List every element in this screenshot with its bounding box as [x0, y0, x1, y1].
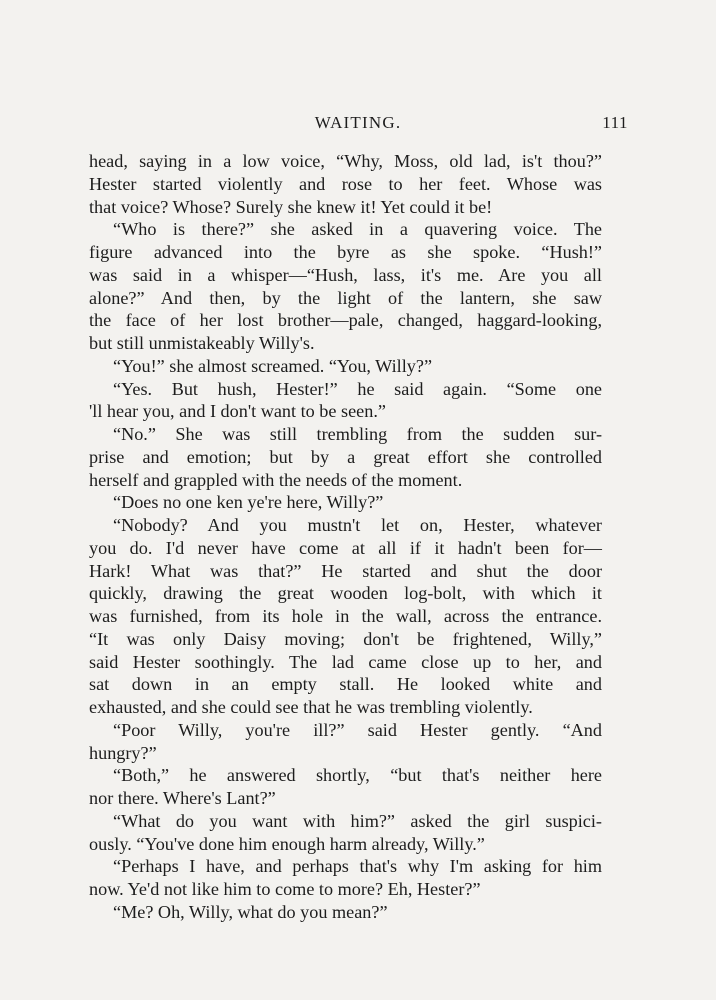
text-line: head, saying in a low voice, “Why, Moss, old lad, is't thou?” [89, 151, 602, 171]
text-line: “No.” She was still trembling from the sudden sur- [113, 424, 602, 444]
text-line: Hark! What was that?” He started and shut the door [89, 560, 602, 581]
text-line: “Nobody? And you mustn't let on, Hester, whatever [113, 515, 602, 535]
text-line: 'll hear you, and I don't want to be seen.” [89, 401, 386, 422]
text-line: “Me? Oh, Willy, what do you mean?” [113, 901, 388, 922]
text-line: exhausted, and she could see that he was trembling violently. [89, 697, 533, 717]
text-line: ously. “You've done him enough harm already, Willy.” [89, 833, 485, 854]
text-line: “Yes. But hush, Hester!” he said again. “Some one [113, 378, 602, 399]
body-text [89, 150, 602, 924]
page-number: 111 [602, 113, 628, 132]
text-line: nor there. Where's Lant?” [89, 788, 276, 808]
text-line: prise and emotion; but by a great effort she controlled [89, 446, 602, 467]
running-head: WAITING. [314, 113, 402, 132]
text-line: sat down in an empty stall. He looked white and [89, 674, 602, 695]
text-line: “It was only Daisy moving; don't be frightened, Willy,” [89, 628, 602, 649]
text-line: was said in a whisper—“Hush, lass, it's me. Are you all [89, 264, 602, 285]
text-line: “Does no one ken ye're here, Willy?” [113, 492, 384, 513]
text-line: now. Ye'd not like him to come to more? Eh, Hester?” [89, 879, 481, 899]
text-line: alone?” And then, by the light of the lantern, she saw [89, 287, 602, 308]
text-line: quickly, drawing the great wooden log-bolt, with which it [89, 583, 602, 604]
text-line: was furnished, from its hole in the wall, across the entrance. [89, 606, 602, 626]
text-line: hungry?” [89, 742, 157, 763]
text-line: the face of her lost brother—pale, changed, haggard-looking, [89, 310, 602, 331]
text-line: Hester started violently and rose to her feet. Whose was [89, 173, 602, 194]
text-line: that voice? Whose? Surely she knew it! Yet could it be! [89, 196, 493, 217]
text-line: but still unmistakeably Willy's. [89, 333, 315, 353]
text-line: said Hester soothingly. The lad came close up to her, and [89, 651, 602, 672]
text-line: “Perhaps I have, and perhaps that's why I'm asking for him [113, 856, 602, 877]
text-line: you do. I'd never have come at all if it hadn't been for— [89, 537, 602, 558]
page-header [0, 113, 716, 137]
text-line: herself and grappled with the needs of the moment. [89, 469, 463, 490]
text-line: “Poor Willy, you're ill?” said Hester gently. “And [113, 719, 602, 740]
text-line: figure advanced into the byre as she spoke. “Hush!” [89, 242, 602, 262]
text-line: “What do you want with him?” asked the girl suspici- [113, 810, 602, 831]
text-line: “Who is there?” she asked in a quavering voice. The [113, 219, 602, 240]
text-line: “You!” she almost screamed. “You, Willy?” [113, 355, 433, 376]
text-line: “Both,” he answered shortly, “but that's neither here [113, 765, 602, 786]
